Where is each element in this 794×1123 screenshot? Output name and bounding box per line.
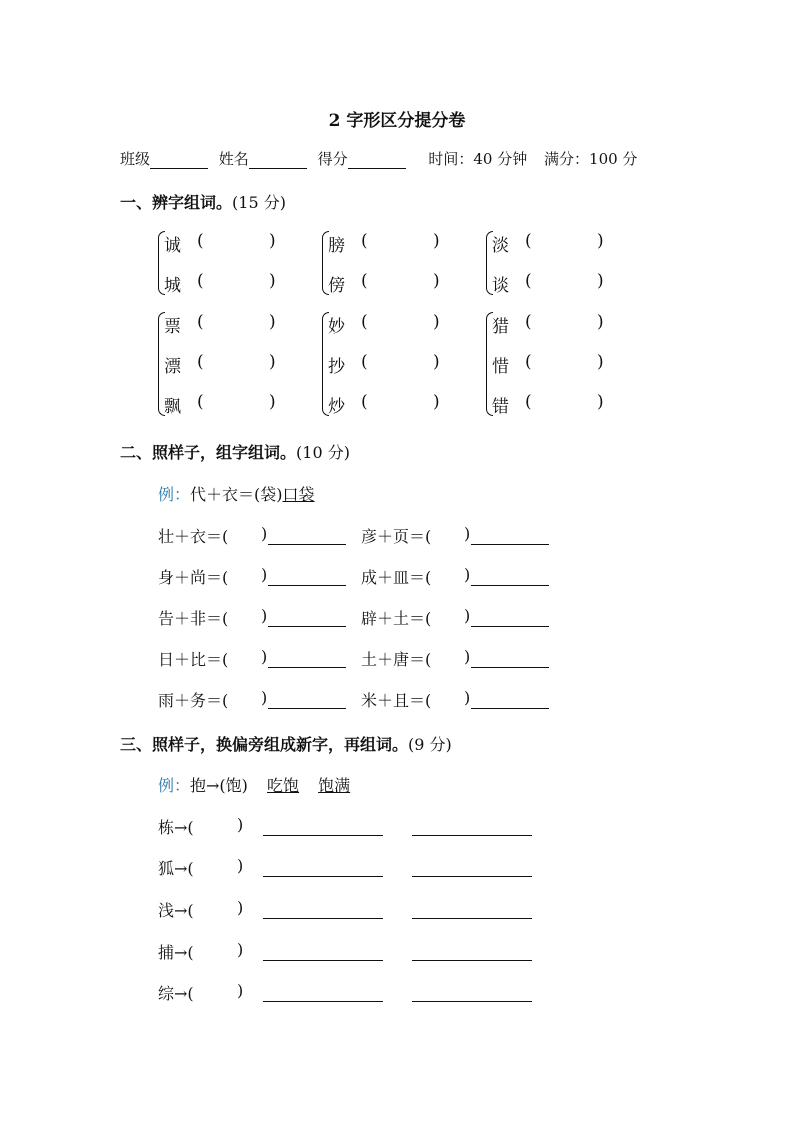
answer-blank[interactable] — [378, 231, 438, 251]
item-char: 栋→( — [158, 818, 194, 837]
answer-char-blank[interactable] — [439, 565, 461, 585]
formula: 彦＋页＝( — [361, 527, 432, 546]
section2-points: (10 分) — [296, 443, 350, 462]
word-answer-line[interactable] — [471, 666, 549, 668]
character: 炒 — [328, 397, 345, 417]
character: 傍 — [328, 276, 345, 296]
word-item — [164, 392, 324, 416]
close-paren: ) — [269, 312, 276, 332]
name-blank[interactable] — [249, 154, 307, 169]
word-item — [492, 231, 652, 255]
open-paren: ( — [361, 392, 368, 412]
word-answer-line[interactable] — [268, 543, 346, 545]
class-label: 班级 — [120, 150, 151, 168]
close-paren: ) — [464, 688, 471, 707]
formula: 米＋且＝( — [361, 691, 432, 710]
section1-heading-text: 一、辨字组词。 — [120, 193, 233, 212]
close-paren: ) — [433, 312, 440, 332]
open-paren: ( — [525, 271, 532, 291]
word-item — [164, 231, 324, 255]
character: 抄 — [328, 357, 345, 377]
word-answer-line[interactable] — [471, 543, 549, 545]
student-info-row — [120, 148, 637, 169]
item-char: 捕→( — [158, 943, 194, 962]
character: 诚 — [164, 236, 181, 256]
word-item — [328, 312, 488, 336]
answer-blank[interactable] — [542, 352, 602, 372]
answer-char-blank[interactable] — [439, 647, 461, 667]
word-item — [328, 352, 488, 376]
formula: 辟＋土＝( — [361, 609, 432, 628]
time-text: 时间：40 分钟 — [428, 150, 528, 168]
example-word-1: 吃饱 — [267, 776, 300, 795]
answer-char-blank[interactable] — [236, 524, 258, 544]
page-title: 2 字形区分提分卷 — [328, 111, 466, 131]
open-paren: ( — [197, 271, 204, 291]
new-char-blank[interactable] — [205, 856, 235, 876]
open-paren: ( — [197, 392, 204, 412]
word-item — [164, 312, 324, 336]
example-label: 例： — [158, 485, 191, 504]
word-item — [492, 271, 652, 295]
character: 淡 — [492, 236, 509, 256]
word-line-1[interactable] — [263, 875, 383, 877]
section2-heading — [120, 440, 350, 463]
answer-blank[interactable] — [378, 312, 438, 332]
character: 猎 — [492, 317, 509, 337]
close-paren: ) — [464, 524, 471, 543]
open-paren: ( — [525, 392, 532, 412]
word-answer-line[interactable] — [268, 666, 346, 668]
example-word-2: 饱满 — [318, 776, 351, 795]
open-paren: ( — [361, 312, 368, 332]
word-item — [492, 312, 652, 336]
word-item — [164, 352, 324, 376]
answer-blank[interactable] — [214, 231, 274, 251]
character: 错 — [492, 397, 509, 417]
example-formula: 代＋衣＝(袋) — [190, 485, 283, 504]
answer-blank[interactable] — [214, 352, 274, 372]
close-paren: ) — [237, 940, 244, 959]
close-paren: ) — [269, 352, 276, 372]
open-paren: ( — [525, 312, 532, 332]
formula: 雨＋务＝( — [158, 691, 229, 710]
close-paren: ) — [269, 271, 276, 291]
open-paren: ( — [197, 352, 204, 372]
word-item — [328, 231, 488, 255]
word-item — [164, 271, 324, 295]
answer-blank[interactable] — [214, 271, 274, 291]
close-paren: ) — [597, 271, 604, 291]
answer-char-blank[interactable] — [439, 606, 461, 626]
section2-example — [158, 482, 315, 505]
open-paren: ( — [197, 231, 204, 251]
close-paren: ) — [237, 815, 244, 834]
close-paren: ) — [261, 647, 268, 666]
word-answer-line[interactable] — [471, 584, 549, 586]
score-blank[interactable] — [348, 154, 406, 169]
word-item — [492, 352, 652, 376]
word-line-2[interactable] — [412, 875, 532, 877]
close-paren: ) — [261, 524, 268, 543]
character: 飘 — [164, 397, 181, 417]
answer-char-blank[interactable] — [236, 565, 258, 585]
new-char-blank[interactable] — [205, 981, 235, 1001]
answer-char-blank[interactable] — [236, 606, 258, 626]
close-paren: ) — [464, 647, 471, 666]
open-paren: ( — [361, 271, 368, 291]
answer-char-blank[interactable] — [236, 688, 258, 708]
character: 妙 — [328, 317, 345, 337]
close-paren: ) — [237, 981, 244, 1000]
close-paren: ) — [269, 231, 276, 251]
open-paren: ( — [525, 231, 532, 251]
word-line-2[interactable] — [412, 959, 532, 961]
character: 票 — [164, 317, 181, 337]
answer-char-blank[interactable] — [236, 647, 258, 667]
close-paren: ) — [261, 565, 268, 584]
close-paren: ) — [597, 352, 604, 372]
new-char-blank[interactable] — [205, 898, 235, 918]
word-line-2[interactable] — [412, 834, 532, 836]
answer-blank[interactable] — [378, 392, 438, 412]
score-label: 得分 — [317, 150, 348, 168]
answer-blank[interactable] — [542, 312, 602, 332]
open-paren: ( — [525, 352, 532, 372]
section2-heading-text: 二、照样子，组字组词。 — [120, 443, 297, 462]
close-paren: ) — [433, 271, 440, 291]
character: 漂 — [164, 357, 181, 377]
answer-blank[interactable] — [214, 312, 274, 332]
example-text: 抱→(饱) — [190, 776, 248, 795]
formula: 身＋尚＝( — [158, 568, 229, 587]
word-line-1[interactable] — [263, 1000, 383, 1002]
close-paren: ) — [433, 231, 440, 251]
formula: 日＋比＝( — [158, 650, 229, 669]
answer-char-blank[interactable] — [439, 524, 461, 544]
word-answer-line[interactable] — [471, 625, 549, 627]
close-paren: ) — [464, 565, 471, 584]
full-score-text: 满分：100 分 — [544, 150, 638, 168]
close-paren: ) — [261, 688, 268, 707]
close-paren: ) — [269, 392, 276, 412]
close-paren: ) — [597, 312, 604, 332]
section1-points: (15 分) — [232, 193, 286, 212]
answer-blank[interactable] — [378, 271, 438, 291]
word-answer-line[interactable] — [268, 707, 346, 709]
class-blank[interactable] — [150, 154, 208, 169]
word-answer-line[interactable] — [268, 584, 346, 586]
character: 谈 — [492, 276, 509, 296]
formula: 壮＋衣＝( — [158, 527, 229, 546]
section3-heading-text: 三、照样子，换偏旁组成新字，再组词。 — [120, 735, 409, 754]
character: 膀 — [328, 236, 345, 256]
answer-blank[interactable] — [542, 231, 602, 251]
item-char: 浅→( — [158, 901, 194, 920]
example-label: 例： — [158, 776, 191, 795]
character: 惜 — [492, 357, 509, 377]
close-paren: ) — [237, 856, 244, 875]
word-answer-line[interactable] — [471, 707, 549, 709]
close-paren: ) — [464, 606, 471, 625]
formula: 成＋皿＝( — [361, 568, 432, 587]
close-paren: ) — [433, 392, 440, 412]
answer-blank[interactable] — [542, 271, 602, 291]
open-paren: ( — [361, 352, 368, 372]
new-char-blank[interactable] — [205, 815, 235, 835]
close-paren: ) — [597, 231, 604, 251]
formula: 告＋非＝( — [158, 609, 229, 628]
word-item — [492, 392, 652, 416]
formula: 土＋唐＝( — [361, 650, 432, 669]
word-line-2[interactable] — [412, 917, 532, 919]
close-paren: ) — [433, 352, 440, 372]
word-line-1[interactable] — [263, 917, 383, 919]
answer-blank[interactable] — [378, 352, 438, 372]
close-paren: ) — [597, 392, 604, 412]
new-char-blank[interactable] — [205, 940, 235, 960]
open-paren: ( — [361, 231, 368, 251]
close-paren: ) — [261, 606, 268, 625]
item-char: 狐→( — [158, 859, 194, 878]
example-answer: 口袋 — [282, 485, 315, 504]
answer-blank[interactable] — [214, 392, 274, 412]
section3-points: (9 分) — [408, 735, 452, 754]
answer-blank[interactable] — [542, 392, 602, 412]
section3-example — [158, 773, 350, 796]
close-paren: ) — [237, 898, 244, 917]
section3-heading — [120, 732, 452, 755]
name-label: 姓名 — [218, 150, 249, 168]
word-line-2[interactable] — [412, 1000, 532, 1002]
answer-char-blank[interactable] — [439, 688, 461, 708]
character: 城 — [164, 276, 181, 296]
item-char: 综→( — [158, 984, 194, 1003]
section1-heading — [120, 190, 286, 213]
word-answer-line[interactable] — [268, 625, 346, 627]
open-paren: ( — [197, 312, 204, 332]
word-item — [328, 271, 488, 295]
word-line-1[interactable] — [263, 834, 383, 836]
word-line-1[interactable] — [263, 959, 383, 961]
word-item — [328, 392, 488, 416]
